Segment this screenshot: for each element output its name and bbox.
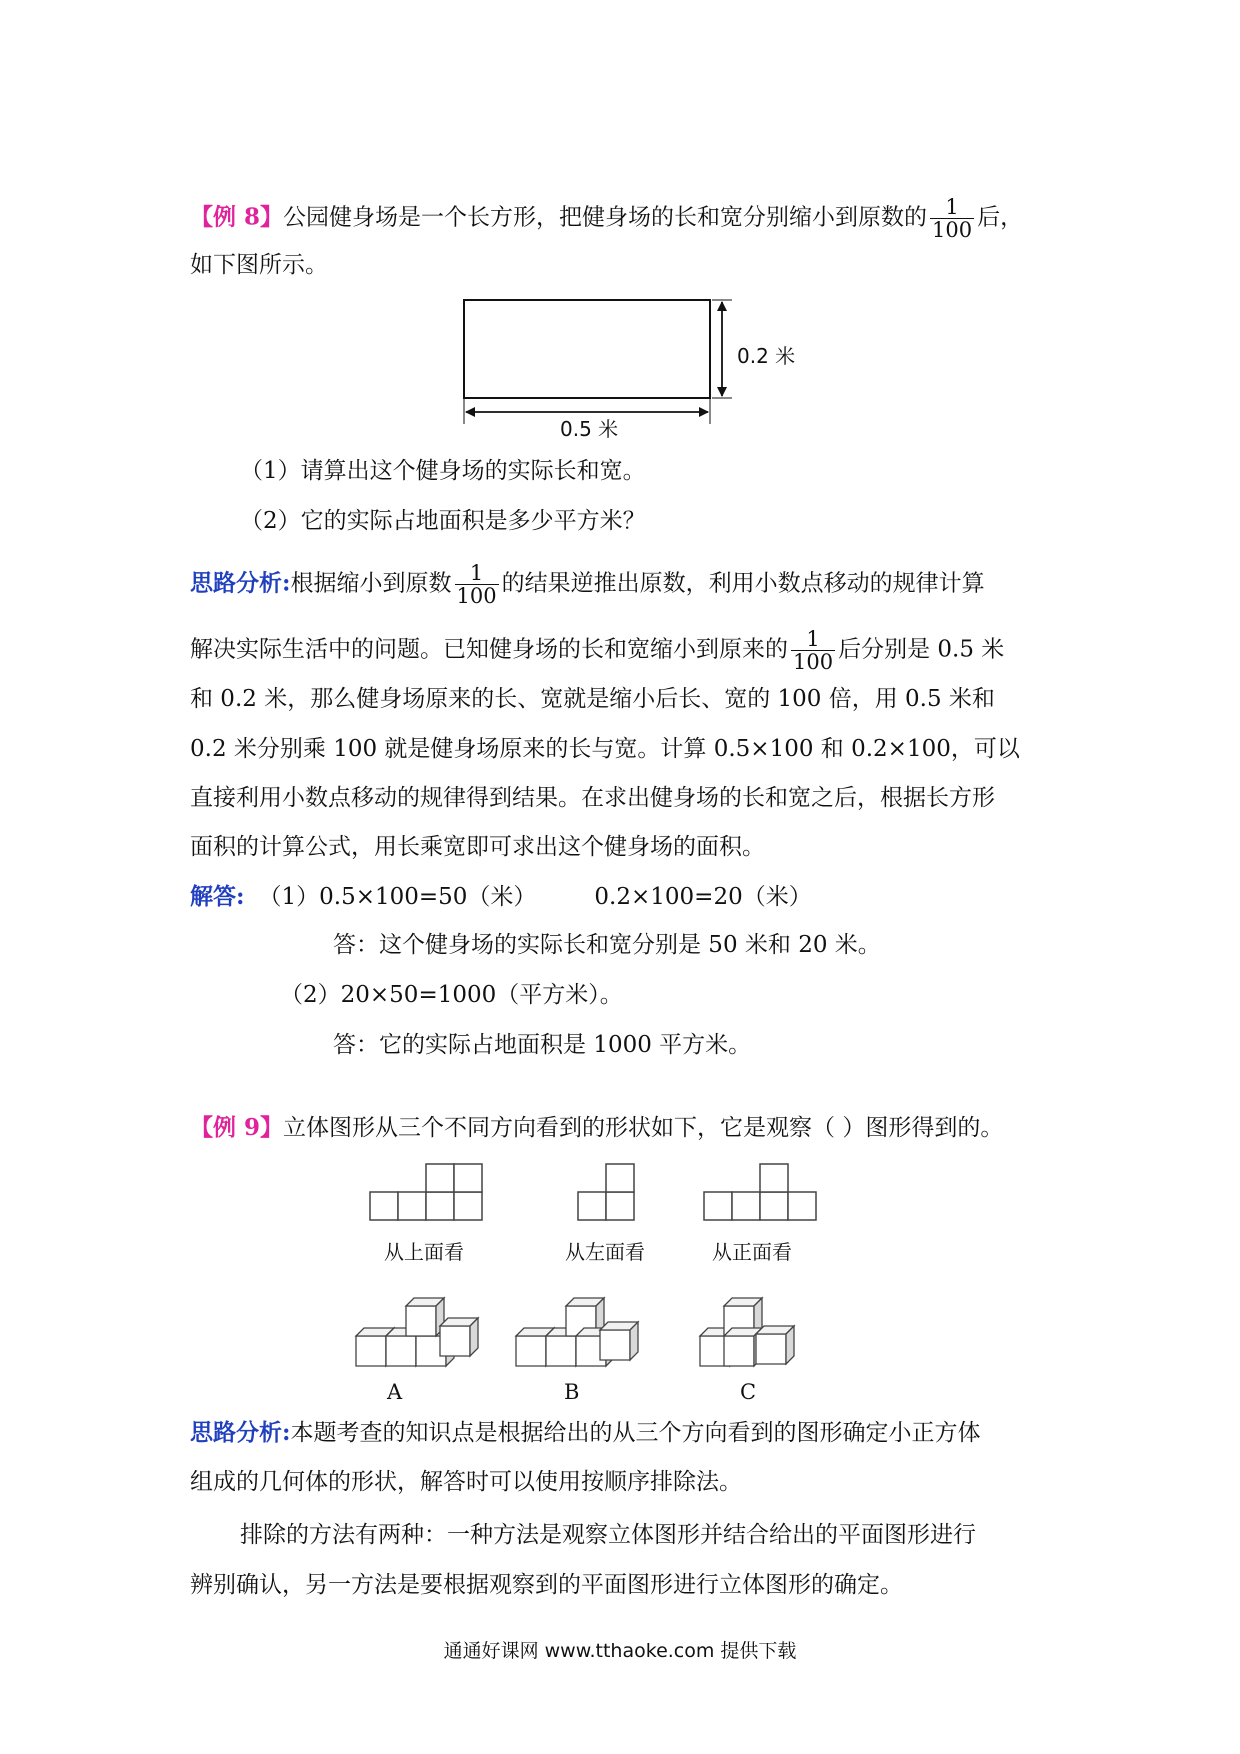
- option-b-label: B: [564, 1380, 580, 1404]
- width-label: 0.2 米: [737, 344, 796, 368]
- example8-text-b: 后，: [977, 204, 1024, 231]
- answer8-step-2: （2）20×50=1000（平方米）。: [280, 982, 623, 1008]
- option-a-figure: [356, 1298, 478, 1366]
- analysis8-fraction-2: $\frac{1}{100}$: [793, 627, 834, 674]
- example8-tag: 【例 8】: [190, 203, 284, 231]
- example9-tag: 【例 9】: [190, 1114, 284, 1141]
- question-2: （2）它的实际占地面积是多少平方米？: [240, 508, 646, 534]
- analysis8-fraction-1: $\frac{1}{100}$: [456, 561, 497, 608]
- analysis8-line5: 直接利用小数点移动的规律得到结果。在求出健身场的长和宽之后，根据长方形: [190, 785, 995, 811]
- front-view: [704, 1164, 816, 1220]
- answer8-label: 解答:: [190, 883, 245, 910]
- answer8-answer-1: 答：这个健身场的实际长和宽分别是 50 米和 20 米。: [333, 932, 881, 958]
- analysis8-line6: 面积的计算公式，用长乘宽即可求出这个健身场的面积。: [190, 834, 765, 860]
- option-c-figure: [700, 1298, 794, 1366]
- analysis9-line4: 辨别确认，另一方法是要根据观察到的平面图形进行立体图形的确定。: [190, 1572, 903, 1598]
- example8-fraction: $\frac{1}{100}$: [932, 195, 973, 242]
- left-view: [578, 1164, 634, 1220]
- answer8-line1: 解答: （1）0.5×100=50（米） 0.2×100=20（米）: [190, 883, 812, 910]
- analysis8-line1: 思路分析:根据缩小到原数 $\frac{1}{100}$ 的结果逆推出原数，利用小数点移动的规律计算: [190, 561, 985, 608]
- analysis8-line3: 和 0.2 米，那么健身场原来的长、宽就是缩小后长、宽的 100 倍，用 0.5 米和: [190, 686, 995, 712]
- question-1: （1）请算出这个健身场的实际长和宽。: [240, 458, 646, 484]
- view-label-left: 从左面看: [565, 1240, 645, 1264]
- answer8-answer-2: 答：它的实际占地面积是 1000 平方米。: [333, 1032, 752, 1058]
- analysis8-line2: 解决实际生活中的问题。已知健身场的长和宽缩小到原来的 $\frac{1}{100}$ 后分别是 0.5 米: [190, 627, 1005, 674]
- example8-text-a: 公园健身场是一个长方形，把健身场的长和宽分别缩小到原数的: [283, 204, 928, 231]
- option-b-figure: [516, 1298, 638, 1366]
- example9-line1: 【例 9】立体图形从三个不同方向看到的形状如下，它是观察（ ）图形得到的。: [190, 1114, 1004, 1141]
- option-c-label: C: [740, 1380, 757, 1404]
- page-footer: 通通好课网 www.tthaoke.com 提供下载: [443, 1640, 797, 1662]
- analysis9-label: 思路分析:: [190, 1419, 291, 1446]
- example8-line2: 如下图所示。: [190, 252, 328, 278]
- analysis8-label: 思路分析:: [190, 569, 291, 597]
- view-label-top: 从上面看: [384, 1240, 464, 1264]
- analysis9-line3: 排除的方法有两种：一种方法是观察立体图形并结合给出的平面图形进行: [240, 1522, 976, 1548]
- view-label-front: 从正面看: [712, 1240, 792, 1264]
- top-view: [370, 1164, 482, 1220]
- analysis9-line1: 思路分析:本题考查的知识点是根据给出的从三个方向看到的图形确定小正方体: [190, 1419, 981, 1446]
- analysis8-line4: 0.2 米分别乘 100 就是健身场原来的长与宽。计算 0.5×100 和 0.2×100，可以: [190, 736, 1020, 762]
- length-label: 0.5 米: [560, 417, 619, 441]
- option-a-label: A: [387, 1380, 403, 1404]
- analysis9-line2: 组成的几何体的形状，解答时可以使用按顺序排除法。: [190, 1469, 742, 1495]
